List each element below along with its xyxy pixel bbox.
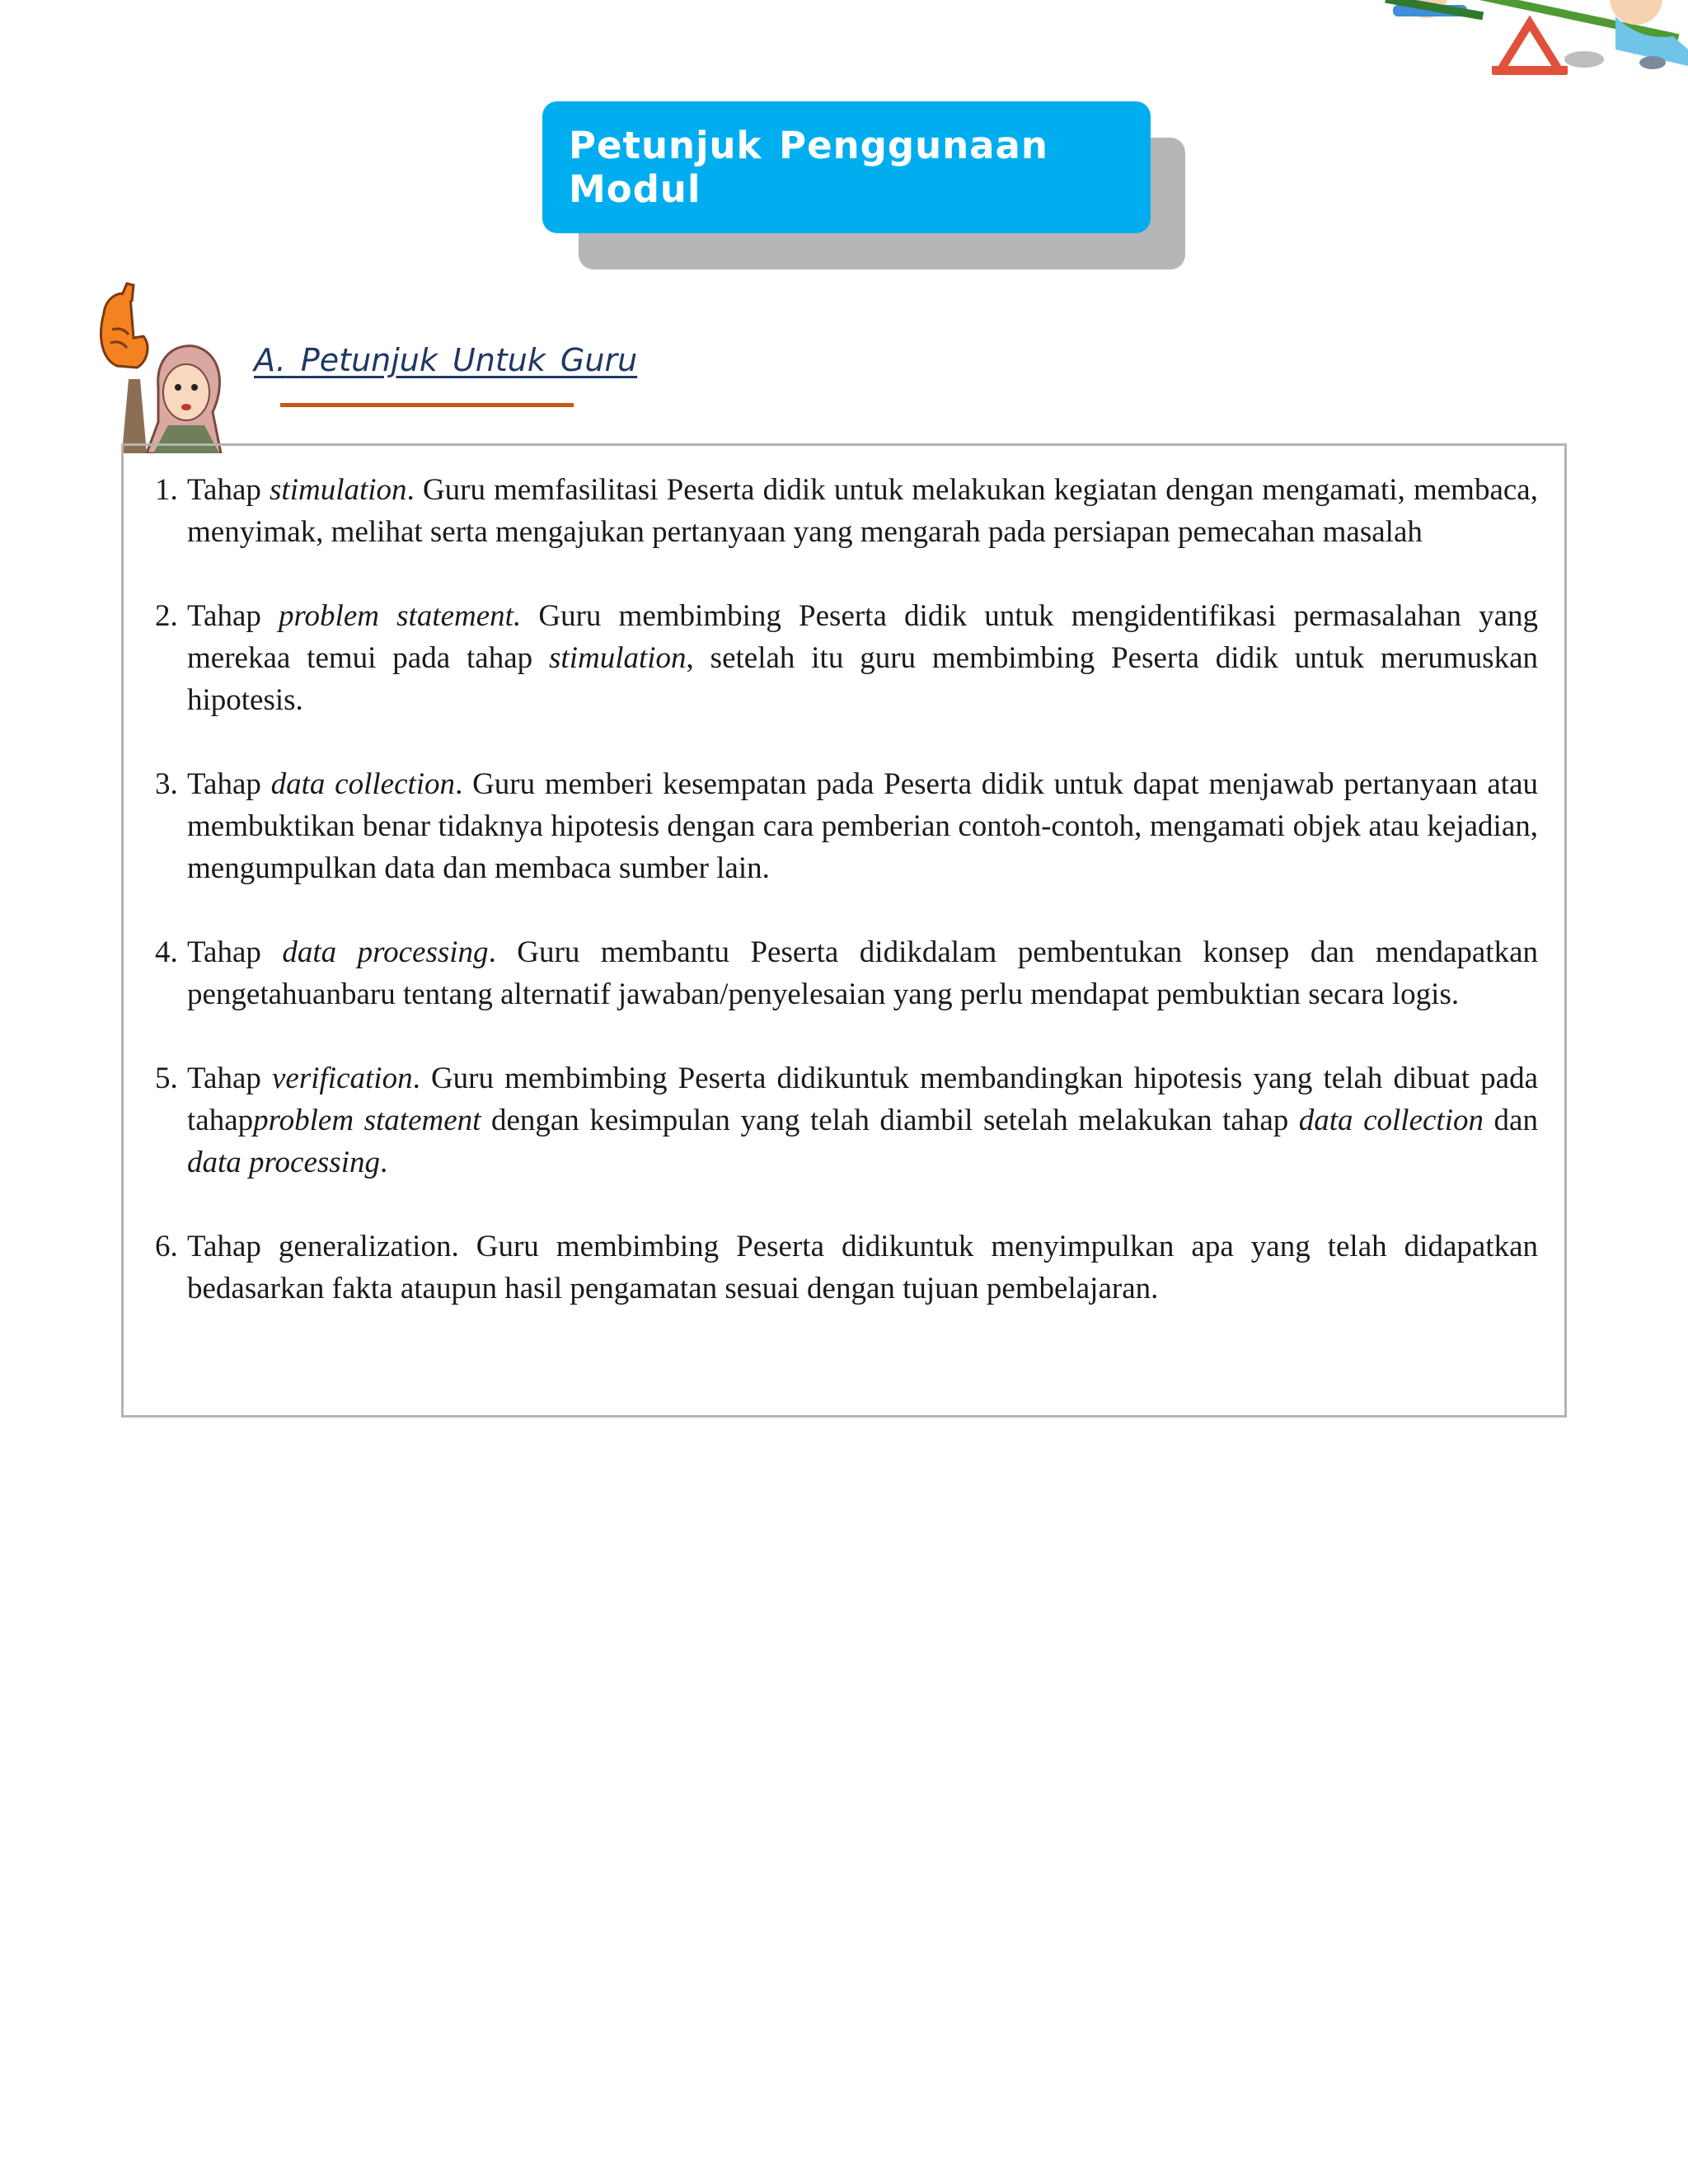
step-body: . Guru membantu Peserta didikdalam pembentukan konsep dan mendapatkan pengetahuanbaru tentang alternatif jawaban/penyelesaian yang perlu mendapat pembuktian secara logis.: [187, 935, 1538, 1011]
section-title: Petunjuk Untuk Guru: [300, 342, 638, 378]
step-prefix: Tahap: [187, 935, 283, 969]
step-number: 1.: [155, 473, 178, 507]
step-number: 2.: [155, 599, 178, 633]
step-body: dan: [1484, 1104, 1538, 1137]
step-term: data collection: [1298, 1104, 1484, 1137]
seesaw-illustration-icon: [1368, 0, 1688, 82]
step-number: 3.: [155, 767, 178, 801]
step-prefix: Tahap: [187, 1062, 272, 1095]
list-item: [155, 469, 1538, 553]
step-term: data processing: [282, 935, 489, 969]
list-item: [155, 931, 1538, 1015]
step-term: verification: [272, 1062, 413, 1095]
step-term: problem statement.: [279, 599, 522, 633]
list-item: [155, 595, 1538, 721]
step-body: Guru membimbing Peserta didik untuk mengidentifikasi permasalahan yang merekaa temui pada tahap: [187, 599, 1538, 675]
title-banner: [542, 101, 1151, 233]
list-item: [155, 1057, 1538, 1183]
step-term: problem statement: [253, 1104, 481, 1137]
list-item: [155, 1226, 1538, 1310]
step-body: .: [379, 1146, 388, 1179]
step-prefix: Tahap: [187, 767, 271, 801]
section-heading: [254, 342, 637, 378]
step-body: Tahap generalization. Guru membimbing Peserta didikuntuk menyimpulkan apa yang telah didapatkan bedasarkan fakta ataupun hasil pengamatan sesuai dengan tujuan pembelajaran.: [187, 1230, 1538, 1305]
step-term: stimulation: [549, 641, 687, 675]
step-number: 4.: [155, 935, 178, 969]
step-term: data collection: [270, 767, 456, 801]
step-body: . Guru membimbing Peserta didikuntuk membandingkan hipotesis yang telah dibuat pada tahap: [187, 1062, 1538, 1137]
step-number: 5.: [155, 1062, 178, 1095]
list-item: [155, 763, 1538, 889]
section-letter: A.: [254, 342, 286, 378]
mascot-pointing-icon: [89, 280, 237, 453]
heading-underline-rule: [280, 403, 574, 407]
step-body: . Guru memberi kesempatan pada Peserta didik untuk dapat menjawab pertanyaan atau membuktikan benar tidaknya hipotesis dengan cara pemberian contoh-contoh, mengamati objek atau kejadian, mengumpulkan data dan membaca sumber lain.: [187, 767, 1538, 885]
page-title: Petunjuk Penggunaan Modul: [569, 124, 1048, 211]
steps-list: [155, 469, 1538, 1352]
step-body: dengan kesimpulan yang telah diambil setelah melakukan tahap: [481, 1104, 1299, 1137]
step-prefix: Tahap: [187, 473, 270, 507]
step-body: , setelah itu guru membimbing Peserta didik untuk merumuskan hipotesis.: [187, 641, 1538, 717]
step-prefix: Tahap: [187, 599, 279, 633]
step-term: stimulation: [270, 473, 407, 507]
step-number: 6.: [155, 1230, 178, 1263]
step-body: . Guru memfasilitasi Peserta didik untuk melakukan kegiatan dengan mengamati, membaca, menyimak, melihat serta mengajukan pertanyaan yang mengarah pada persiapan pemecahan masalah: [187, 473, 1538, 549]
step-term: data processing: [187, 1146, 380, 1179]
instructions-box: [121, 443, 1567, 1418]
